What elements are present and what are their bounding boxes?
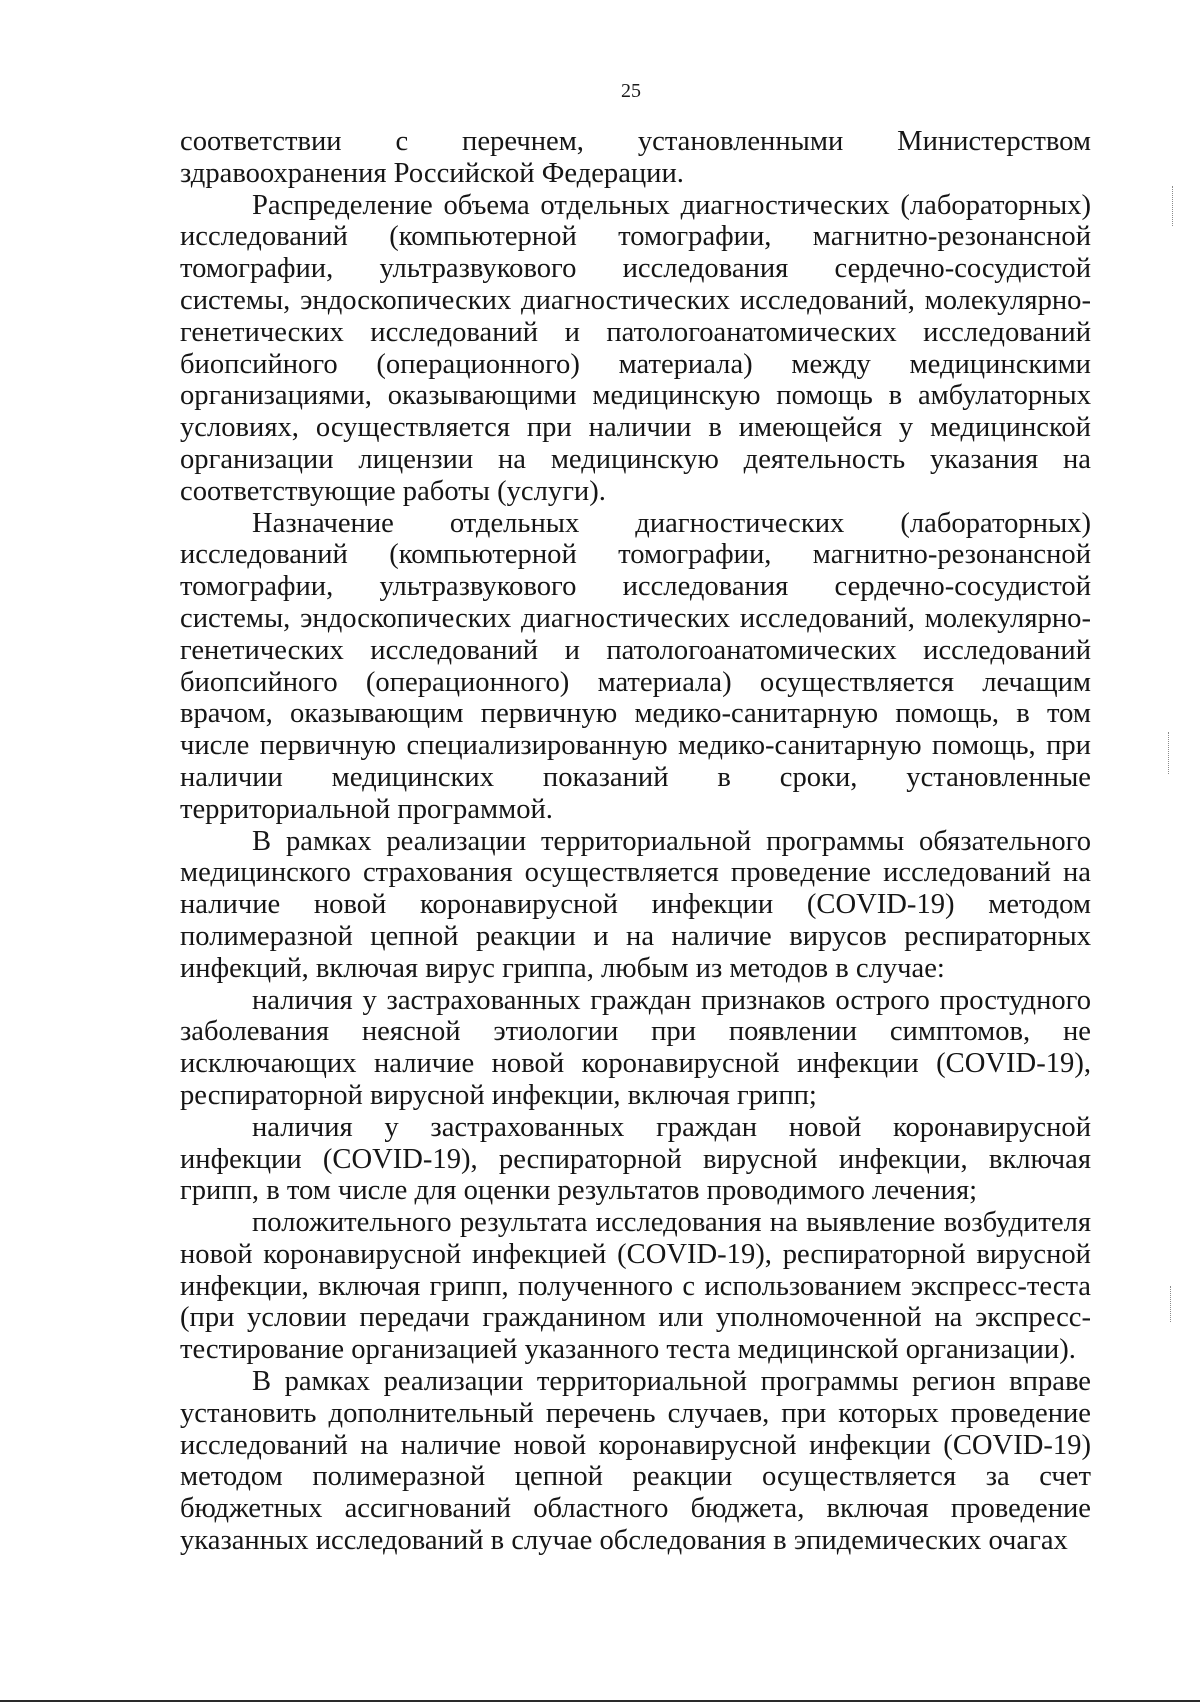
paragraph-case-symptoms: наличия у застрахованных граждан признаков острого простудного заболевания неясной этиологии при появлении симптомов, не исключающих наличие новой коронавирусной инфекции (COVID-19), респираторной вирусной инфекции, включая грипп; xyxy=(180,984,1091,1111)
document-body xyxy=(180,126,1091,1557)
paragraph-prescription: Назначение отдельных диагностических (лабораторных) исследований (компьютерной томографии, магнитно-резонансной томографии, ультразвукового исследования сердечно-сосудистой системы, эндоскопических диагностических исследований, молекулярно-генетических исследований и патологоанатомических исследований биопсийного (операционного) материала) осуществляется лечащим врачом, оказывающим первичную медико-санитарную помощь, в том числе первичную специализированную медико-санитарную помощь, при наличии медицинских показаний в сроки, установленные территориальной программой. xyxy=(180,507,1091,825)
scan-margin-mark xyxy=(1170,1286,1171,1322)
paragraph-case-infection: наличия у застрахованных граждан новой коронавирусной инфекции (COVID-19), респираторной вирусной инфекции, включая грипп, в том числе для оценки результатов проводимого лечения; xyxy=(180,1111,1091,1207)
paragraph-continuation: соответствии с перечнем, установленными Министерством здравоохранения Российской Федерации. xyxy=(180,126,1091,189)
scan-margin-mark xyxy=(1172,186,1173,226)
paragraph-distribution: Распределение объема отдельных диагностических (лабораторных) исследований (компьютерной томографии, магнитно-резонансной томографии, ультразвукового исследования сердечно-сосудистой системы, эндоскопических диагностических исследований, молекулярно-генетических исследований и патологоанатомических исследований биопсийного (операционного) материала) между медицинскими организациями, оказывающими медицинскую помощь в амбулаторных условиях, осуществляется при наличии в имеющейся у медицинской организации лицензии на медицинскую деятельность указания на соответствующие работы (услуги). xyxy=(180,189,1091,507)
paragraph-covid-testing: В рамках реализации территориальной программы обязательного медицинского страхования осуществляется проведение исследований на наличие новой коронавирусной инфекции (COVID-19) методом полимеразной цепной реакции и на наличие вирусов респираторных инфекций, включая вирус гриппа, любым из методов в случае: xyxy=(180,825,1091,984)
page-number: 25 xyxy=(621,80,641,102)
scan-bottom-edge xyxy=(0,1700,1200,1702)
scan-margin-mark xyxy=(1168,732,1169,774)
paragraph-case-express-test: положительного результата исследования на выявление возбудителя новой коронавирусной инфекцией (COVID-19), респираторной вирусной инфекции, включая грипп, полученного с использованием экспресс-теста (при условии передачи гражданином или уполномоченной на экспресс-тестирование организацией указанного теста медицинской организации). xyxy=(180,1207,1091,1366)
paragraph-regional-list: В рамках реализации территориальной программы регион вправе установить дополнительный перечень случаев, при которых проведение исследований на наличие новой коронавирусной инфекции (COVID-19) методом полимеразной цепной реакции осуществляется за счет бюджетных ассигнований областного бюджета, включая проведение указанных исследований в случае обследования в эпидемических очагах xyxy=(180,1366,1091,1557)
